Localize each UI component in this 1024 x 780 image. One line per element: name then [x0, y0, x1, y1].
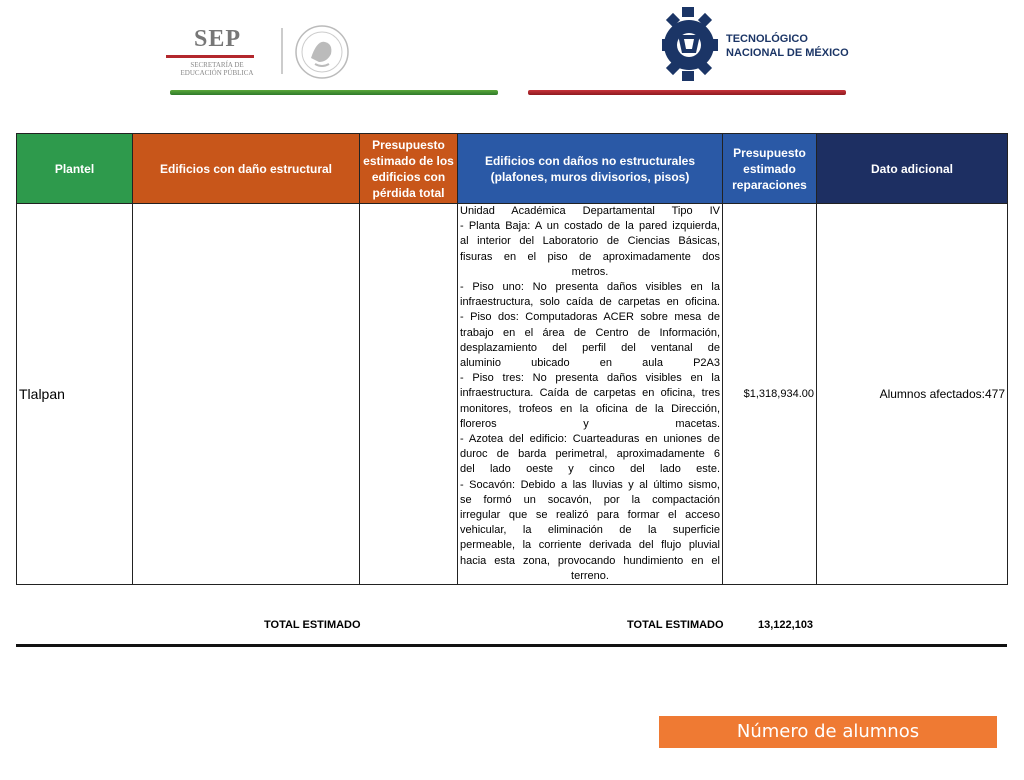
- table-header-row: [17, 134, 1008, 204]
- column-header-presupuesto-perdida-total: Presupuesto estimado de los edificios con pérdida total: [360, 134, 458, 204]
- description-line: del lado oeste y cinco del lado este.: [460, 463, 720, 476]
- logo-divider: [281, 28, 283, 74]
- column-header-presupuesto-reparaciones: Presupuesto estimado reparaciones: [723, 134, 817, 204]
- description-line: floreros y macetas.: [460, 417, 720, 430]
- cell-descripcion-danos: [458, 204, 723, 585]
- sep-logo-subtitle: [172, 61, 262, 77]
- sep-logo: [160, 22, 360, 82]
- cell-dato-adicional: Alumnos afectados:477: [817, 204, 1008, 585]
- description-line: aluminio ubicado en aula P2A3: [460, 357, 720, 370]
- cell-presupuesto-perdida-total: [360, 204, 458, 585]
- tecnm-logo-icon: [660, 5, 722, 85]
- description-line: - Socavón: Debido a las lluvias y al último sismo,: [460, 478, 720, 491]
- description-line: metros.: [571, 265, 609, 278]
- tecnm-name-line2: NACIONAL DE MÉXICO: [726, 47, 849, 59]
- description-line: fisuras en el piso de aproximadamente dos: [460, 250, 720, 263]
- column-header-dato-adicional: Dato adicional: [817, 134, 1008, 204]
- damage-report-table: [16, 133, 1008, 585]
- description-line: terreno.: [571, 569, 609, 582]
- header-green-bar: [170, 90, 498, 95]
- column-header-danos-no-estructurales: Edificios con daños no estructurales (plafones, muros divisorios, pisos): [458, 134, 723, 204]
- cell-edificios-dano-estructural: [133, 204, 360, 585]
- tecnm-name: [726, 32, 849, 60]
- totals-row: [16, 614, 1007, 636]
- total-estimado-label-right: TOTAL ESTIMADO: [627, 619, 724, 631]
- description-line: - Piso dos: Computadoras ACER sobre mesa de: [460, 311, 720, 324]
- sep-logo-word: SEP: [194, 26, 242, 52]
- description-line: - Piso uno: No presenta daños visibles en la: [460, 281, 720, 294]
- header-red-bar: [528, 90, 846, 95]
- description-line: - Piso tres: No presenta daños visibles en la: [460, 372, 720, 385]
- sep-logo-rule: [166, 55, 254, 58]
- sep-subtitle-line1: SECRETARÍA DE: [190, 61, 244, 69]
- column-header-plantel: Plantel: [17, 134, 133, 204]
- total-estimado-label-left: TOTAL ESTIMADO: [264, 619, 361, 631]
- description-line: - Planta Baja: A un costado de la pared izquierda,: [460, 220, 720, 233]
- total-estimado-value: 13,122,103: [758, 619, 814, 631]
- column-header-edificios-dano-estructural: Edificios con daño estructural: [133, 134, 360, 204]
- description-line: duroc de barda perimetral, aproximadamente 6: [460, 448, 720, 461]
- description-line: hacia esta zona, provocando hundimiento en el: [460, 554, 720, 567]
- cell-plantel: Tlalpan: [17, 204, 133, 585]
- description-line: permeable, la corriente derivada del flujo pluvial: [460, 539, 720, 552]
- description-line: se formó un socavón, por la compactación: [460, 493, 720, 506]
- alumnos-afectados-summary: Número de alumnos afectados:12,393: [659, 716, 997, 748]
- description-line: al interior del Laboratorio de Ciencias Básicas,: [460, 235, 720, 248]
- sep-subtitle-line2: EDUCACIÓN PÚBLICA: [180, 69, 254, 77]
- cell-presupuesto-reparaciones: $1,318,934.00: [723, 204, 817, 585]
- totals-bottom-rule: [16, 644, 1007, 647]
- description-line: monitores, trofeos en la oficina de la Dirección,: [460, 402, 720, 415]
- description-line: Unidad Académica Departamental Tipo IV: [460, 205, 720, 217]
- description-line: - Azotea del edificio: Cuarteaduras en uniones de: [460, 433, 720, 446]
- description-line: trabajo en el área de Centro de Información,: [460, 326, 720, 339]
- description-line: infraestructura, solo caída de carpetas en oficina.: [460, 296, 720, 309]
- description-line: vehicular, la eliminación de la superficie: [460, 524, 720, 537]
- description-line: irregular que se realizó para formar el acceso: [460, 509, 720, 522]
- mexico-seal-icon: [293, 24, 351, 80]
- table-row: [17, 204, 1008, 585]
- tecnm-name-line1: TECNOLÓGICO: [726, 33, 808, 45]
- description-line: infraestructura. Caída de carpetas en oficina, tres: [460, 387, 720, 400]
- description-line: desplazamiento del perfil del ventanal de: [460, 341, 720, 354]
